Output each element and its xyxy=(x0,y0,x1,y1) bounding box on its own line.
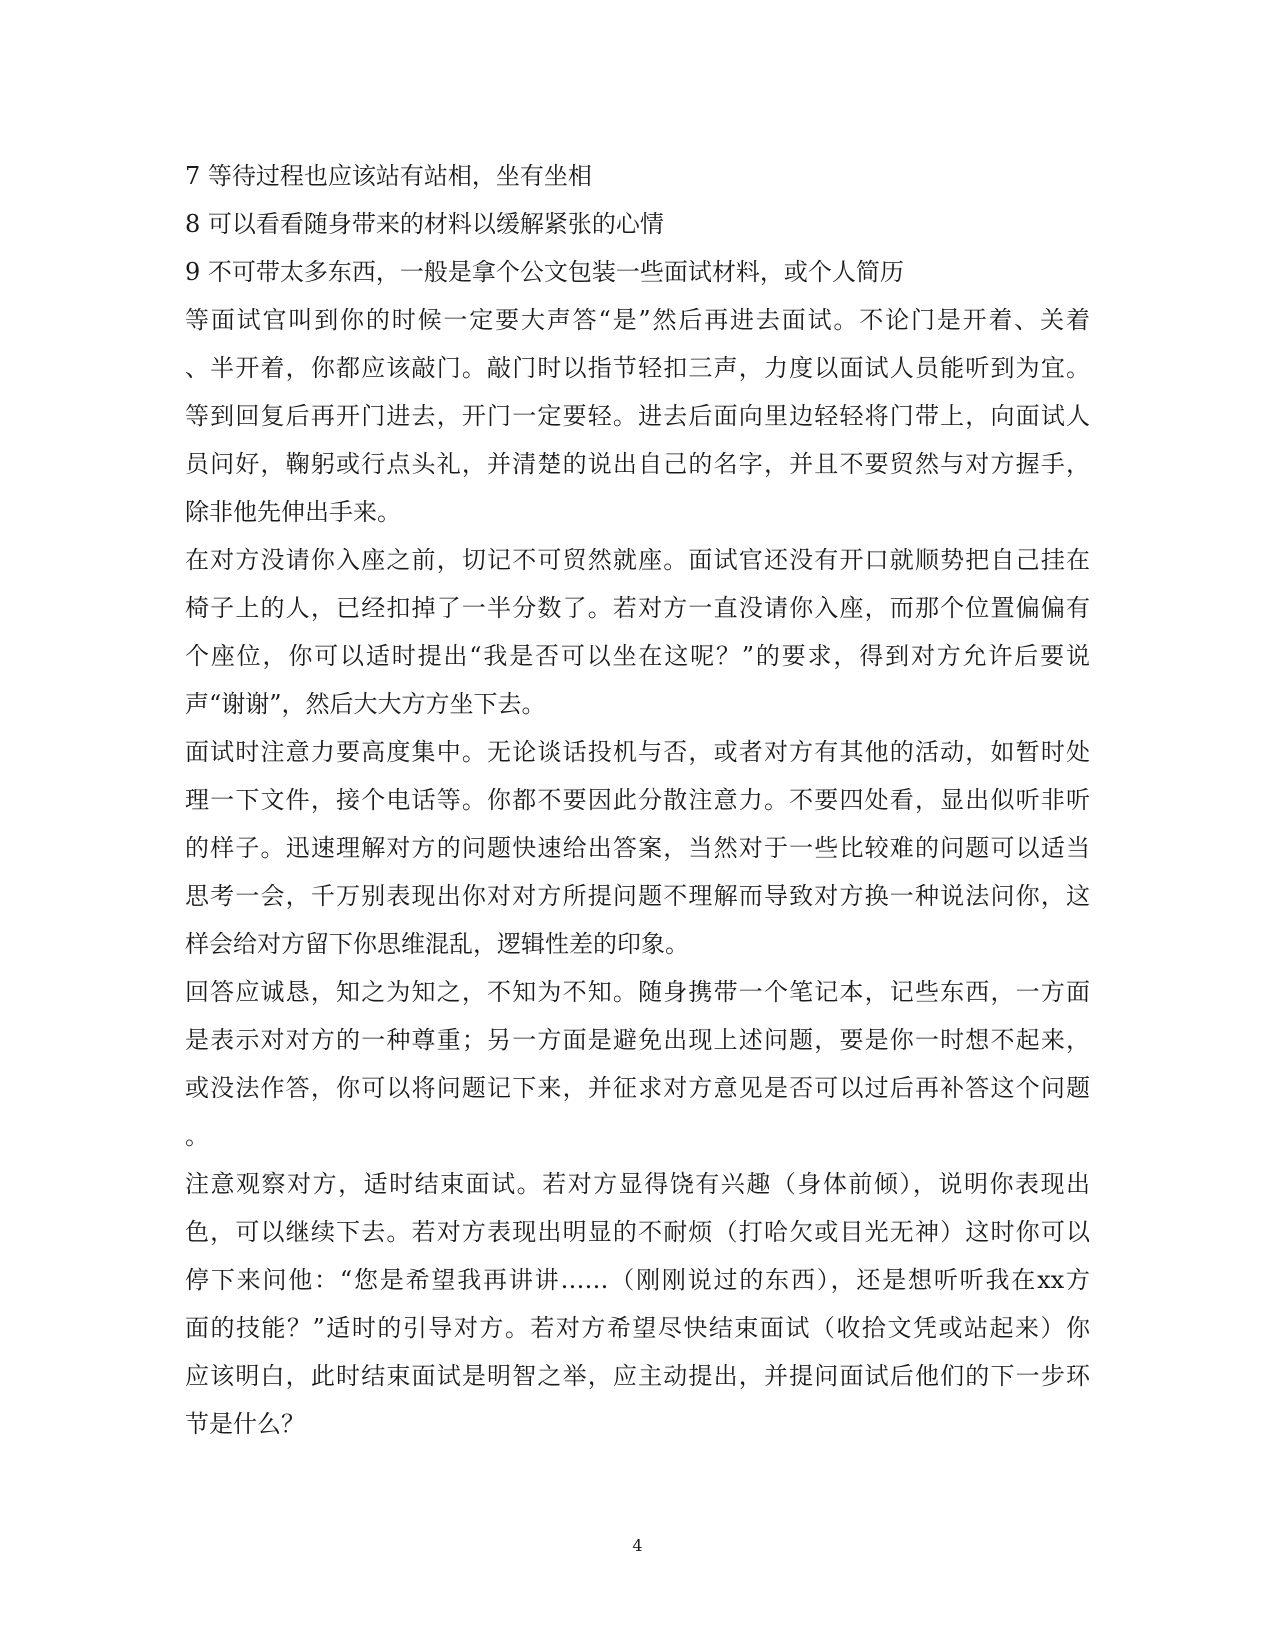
text-line: 声“谢谢”，然后大大方方坐下去。 xyxy=(185,690,546,718)
text-line: 8 可以看看随身带来的材料以缓解紧张的心情 xyxy=(185,210,664,238)
text-line: 椅子上的人，已经扣掉了一半分数了。若对方一直没请你入座，而那个位置偏偏有 xyxy=(185,594,1090,622)
text-line: 的样子。迅速理解对方的问题快速给出答案，当然对于一些比较难的问题可以适当 xyxy=(185,834,1090,862)
text-line: 节是什么？ xyxy=(185,1410,305,1438)
text-line: 面试时注意力要高度集中。无论谈话投机与否，或者对方有其他的活动，如暂时处 xyxy=(185,738,1090,766)
text-line: 、半开着，你都应该敲门。敲门时以指节轻扣三声，力度以面试人员能听到为宜。 xyxy=(185,354,1090,382)
text-line: 是表示对对方的一种尊重；另一方面是避免出现上述问题，要是你一时想不起来， xyxy=(185,1026,1090,1054)
text-line: 停下来问他：“您是希望我再讲讲……（刚刚说过的东西），还是想听听我在xx方 xyxy=(185,1266,1090,1294)
text-line: 9 不可带太多东西，一般是拿个公文包装一些面试材料，或个人简历 xyxy=(185,258,904,286)
text-line: 除非他先伸出手来。 xyxy=(185,498,401,526)
text-line: 员问好，鞠躬或行点头礼，并清楚的说出自己的名字，并且不要贸然与对方握手， xyxy=(185,450,1090,478)
text-line: 回答应诚恳，知之为知之，不知为不知。随身携带一个笔记本，记些东西，一方面 xyxy=(185,978,1090,1006)
text-line: 或没法作答，你可以将问题记下来，并征求对方意见是否可以过后再补答这个问题 xyxy=(185,1074,1090,1102)
page-number: 4 xyxy=(632,1536,643,1555)
text-line: 注意观察对方，适时结束面试。若对方显得饶有兴趣（身体前倾），说明你表现出 xyxy=(185,1170,1090,1198)
text-line: 思考一会，千万别表现出你对对方所提问题不理解而导致对方换一种说法问你，这 xyxy=(185,882,1090,910)
text-line: 应该明白，此时结束面试是明智之举，应主动提出，并提问面试后他们的下一步环 xyxy=(185,1362,1090,1390)
text-line: 样会给对方留下你思维混乱，逻辑性差的印象。 xyxy=(185,930,689,958)
text-line: 面的技能？”适时的引导对方。若对方希望尽快结束面试（收拾文凭或站起来）你 xyxy=(185,1314,1090,1342)
text-line: 个座位，你可以适时提出“我是否可以坐在这呢？”的要求，得到对方允许后要说 xyxy=(185,642,1090,670)
text-line: 等到回复后再开门进去，开门一定要轻。进去后面向里边轻轻将门带上，向面试人 xyxy=(185,402,1090,430)
text-line: 。 xyxy=(185,1122,209,1150)
text-line: 等面试官叫到你的时候一定要大声答“是”然后再进去面试。不论门是开着、关着 xyxy=(185,306,1090,334)
document-body xyxy=(185,152,1090,1448)
text-line: 色，可以继续下去。若对方表现出明显的不耐烦（打哈欠或目光无神）这时你可以 xyxy=(185,1218,1090,1246)
text-line: 7 等待过程也应该站有站相，坐有坐相 xyxy=(185,162,592,190)
text-line: 在对方没请你入座之前，切记不可贸然就座。面试官还没有开口就顺势把自己挂在 xyxy=(185,546,1090,574)
text-line: 理一下文件，接个电话等。你都不要因此分散注意力。不要四处看，显出似听非听 xyxy=(185,786,1090,814)
